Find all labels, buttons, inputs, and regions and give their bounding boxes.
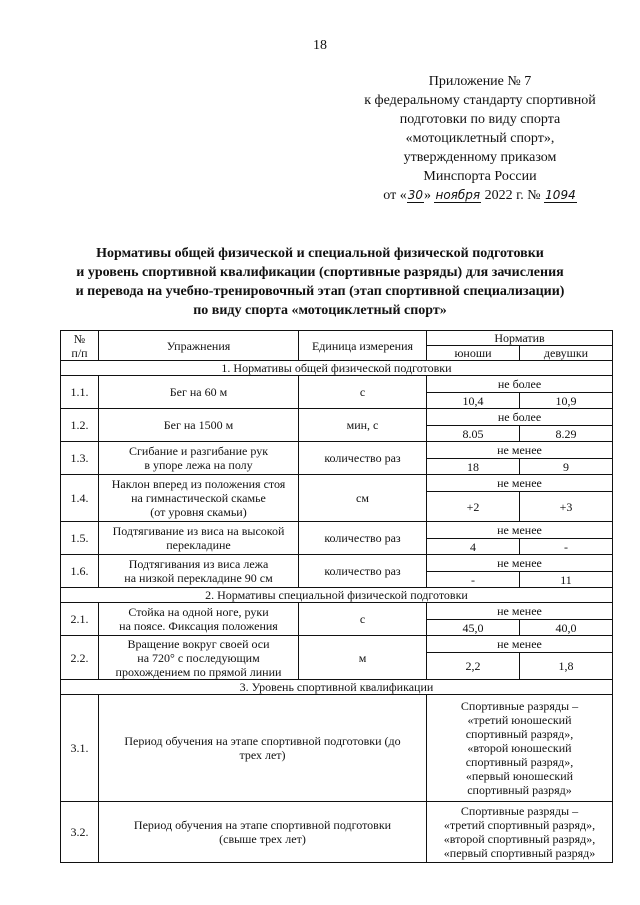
table-row (61, 376, 613, 393)
table-row (61, 475, 613, 492)
table-row (61, 555, 613, 572)
norm-condition: не менее (427, 555, 613, 572)
unit: количество раз (299, 555, 427, 588)
exercise-name: Наклон вперед из положения стоя на гимнастической скамье (от уровня скамьи) (99, 475, 299, 522)
value-boys: +2 (427, 492, 520, 522)
value-boys: - (427, 572, 520, 588)
row-number: 2.2. (61, 636, 99, 680)
exercise-name: Сгибание и разгибание рук в упоре лежа на полу (99, 442, 299, 475)
qualification-period: Период обучения на этапе спортивной подготовки (свыше трех лет) (99, 802, 427, 863)
norm-condition: не более (427, 376, 613, 393)
qualification-row (61, 802, 613, 863)
exercise-name: Бег на 1500 м (99, 409, 299, 442)
value-girls: 8.29 (520, 426, 613, 442)
table-row (61, 636, 613, 653)
exercise-name: Подтягивания из виса лежа на низкой перекладине 90 см (99, 555, 299, 588)
row-number: 1.1. (61, 376, 99, 409)
page-number: 18 (313, 38, 327, 53)
appendix-line-1: к федеральному стандарту спортивной (364, 93, 596, 108)
table-row (61, 409, 613, 426)
table-row (61, 603, 613, 620)
value-boys: 8.05 (427, 426, 520, 442)
title-line-1: Нормативы общей физической и специальной физической подготовки (96, 246, 544, 261)
section-1-header-label: 1. Нормативы общей физической подготовки (61, 361, 613, 376)
qualification-row (61, 695, 613, 802)
header-num: № п/п (61, 331, 99, 361)
header-row (61, 331, 613, 346)
row-number: 1.5. (61, 522, 99, 555)
unit: м (299, 636, 427, 680)
norms-table (60, 330, 613, 863)
exercise-name: Подтягивание из виса на высокой перекладине (99, 522, 299, 555)
value-girls: +3 (520, 492, 613, 522)
header-norm: Норматив (427, 331, 613, 346)
unit: см (299, 475, 427, 522)
value-boys: 2,2 (427, 653, 520, 680)
header-unit: Единица измерения (299, 331, 427, 361)
norm-condition: не менее (427, 475, 613, 492)
exercise-name: Бег на 60 м (99, 376, 299, 409)
table-row (61, 442, 613, 459)
row-number: 2.1. (61, 603, 99, 636)
qualification-period: Период обучения на этапе спортивной подготовки (до трех лет) (99, 695, 427, 802)
unit: с (299, 603, 427, 636)
section-1-header (61, 361, 613, 376)
appendix-line-2: подготовки по виду спорта (399, 112, 561, 127)
section-2-header-label: 2. Нормативы специальной физической подготовки (61, 588, 613, 603)
header-boys: юноши (427, 346, 520, 361)
section-3-header-label: 3. Уровень спортивной квалификации (61, 680, 613, 695)
value-boys: 4 (427, 539, 520, 555)
unit: количество раз (299, 522, 427, 555)
value-boys: 45,0 (427, 620, 520, 636)
norm-condition: не менее (427, 636, 613, 653)
title-line-2: и уровень спортивной квалификации (спортивные разряды) для зачисления (76, 265, 564, 280)
norm-condition: не менее (427, 603, 613, 620)
unit: с (299, 376, 427, 409)
row-number: 3.2. (61, 802, 99, 863)
unit: мин, с (299, 409, 427, 442)
appendix-header (330, 72, 630, 205)
document-title (40, 244, 600, 320)
appendix-line-4: утвержденному приказом (403, 150, 557, 165)
row-number: 1.2. (61, 409, 99, 442)
value-girls: 40,0 (520, 620, 613, 636)
value-boys: 10,4 (427, 393, 520, 409)
norm-condition: не более (427, 409, 613, 426)
norm-condition: не менее (427, 442, 613, 459)
section-2-header (61, 588, 613, 603)
norm-condition: не менее (427, 522, 613, 539)
appendix-title: Приложение № 7 (428, 74, 532, 89)
value-boys: 18 (427, 459, 520, 475)
exercise-name: Вращение вокруг своей оси на 720° с последующим прохождением по прямой линии (99, 636, 299, 680)
appendix-line-5: Минспорта России (423, 169, 537, 184)
appendix-line-3: «мотоциклетный спорт», (405, 131, 555, 146)
table-row (61, 522, 613, 539)
value-girls: 10,9 (520, 393, 613, 409)
row-number: 1.6. (61, 555, 99, 588)
value-girls: 11 (520, 572, 613, 588)
qualification-value: Спортивные разряды – «третий спортивный разряд», «второй спортивный разряд», «первый спортивный разряд» (427, 802, 613, 863)
date-prefix: от « (383, 188, 407, 203)
handwritten-order-number: 1094 (545, 188, 576, 202)
header-girls: девушки (520, 346, 613, 361)
date-year: 2022 г. № (481, 188, 545, 203)
date-mid: » (423, 188, 435, 203)
exercise-name: Стойка на одной ноге, руки на поясе. Фиксация положения (99, 603, 299, 636)
row-number: 3.1. (61, 695, 99, 802)
value-girls: - (520, 539, 613, 555)
handwritten-month: ноября (435, 188, 481, 202)
header-exercise: Упражнения (99, 331, 299, 361)
title-line-3: и перевода на учебно-тренировочный этап (этап спортивной специализации) (75, 284, 565, 299)
row-number: 1.4. (61, 475, 99, 522)
title-line-4: по виду спорта «мотоциклетный спорт» (193, 303, 447, 318)
unit: количество раз (299, 442, 427, 475)
qualification-value: Спортивные разряды – «третий юношеский спортивный разряд», «второй юношеский спортивный разряд», «первый юношеский спортивный разряд» (427, 695, 613, 802)
section-3-header (61, 680, 613, 695)
value-girls: 9 (520, 459, 613, 475)
value-girls: 1,8 (520, 653, 613, 680)
order-date-line (330, 186, 630, 205)
row-number: 1.3. (61, 442, 99, 475)
handwritten-day: 30 (407, 188, 423, 202)
